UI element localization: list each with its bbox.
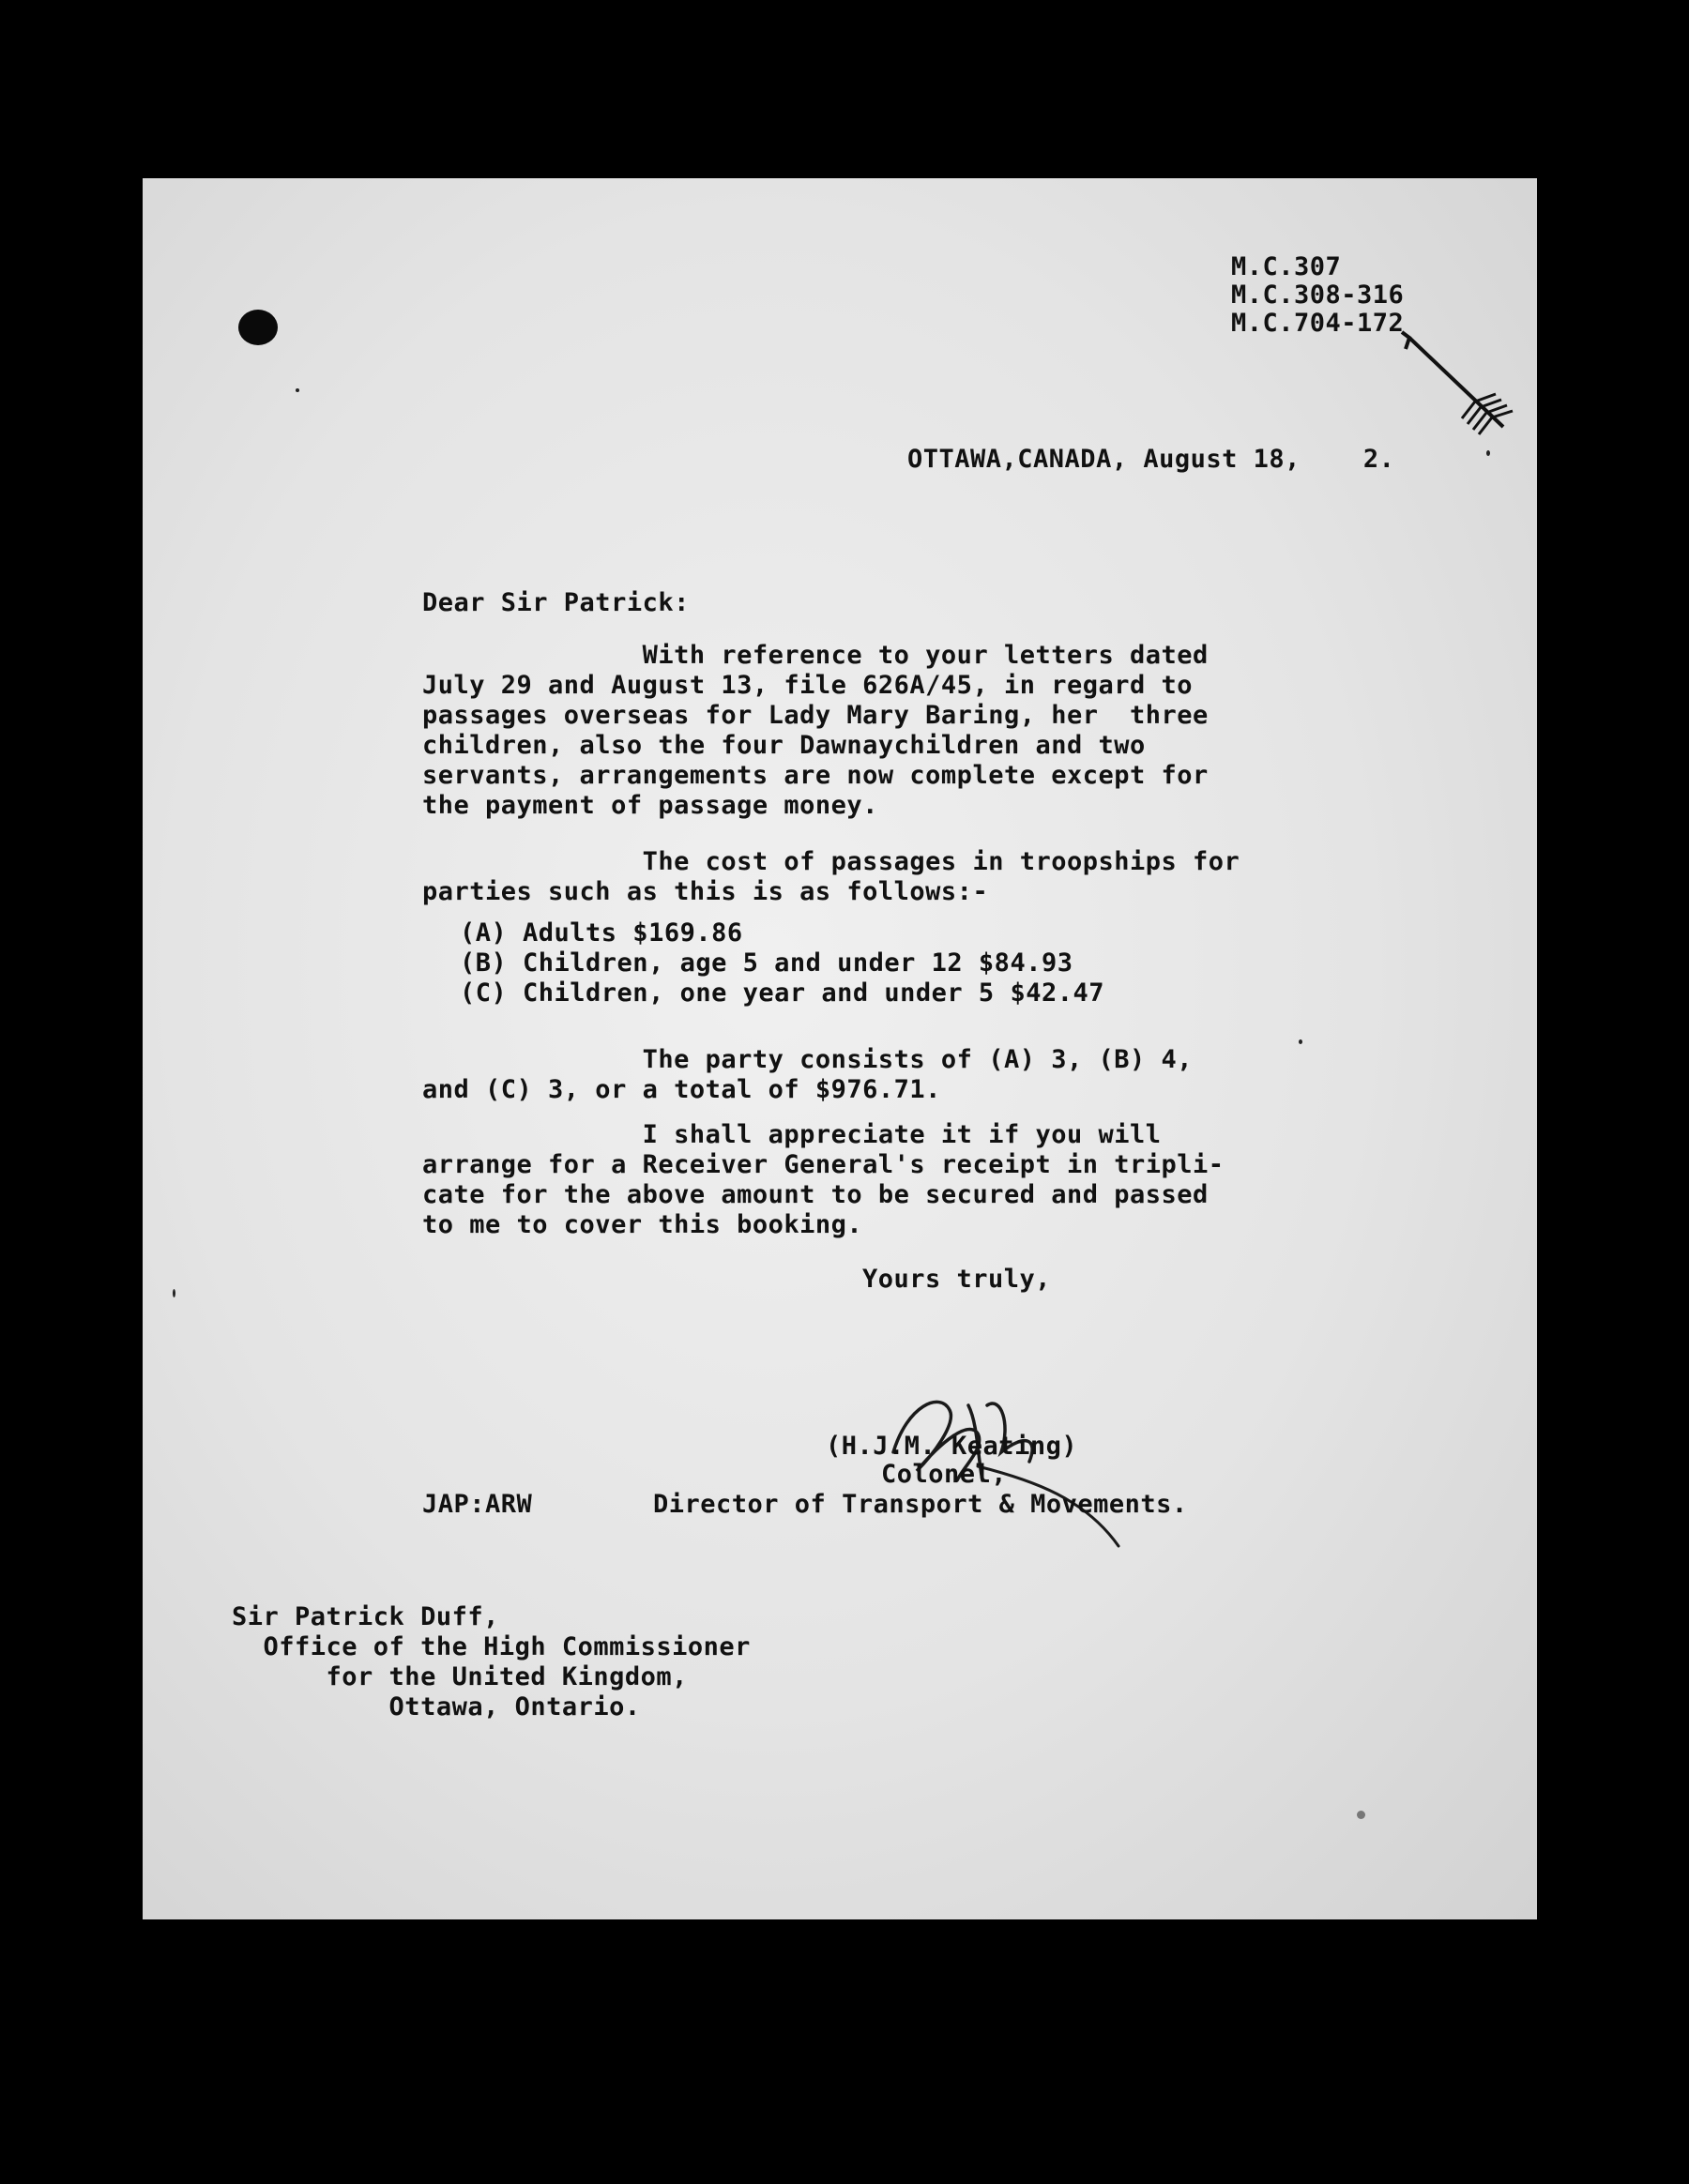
speck	[173, 1289, 175, 1297]
speck	[296, 388, 299, 392]
speck	[1299, 1039, 1302, 1044]
arrow-mark-icon	[1400, 328, 1522, 441]
letter-page	[143, 178, 1537, 1919]
body-paragraph-4: I shall appreciate it if you will arrange for a Receiver General's receipt in tripli- cate for the above amount to be secured and passed to me to cover this booking.	[422, 1120, 1225, 1239]
speck	[1486, 450, 1490, 456]
punch-hole	[238, 310, 278, 345]
body-paragraph-1: With reference to your letters dated July 29 and August 13, file 626A/45, in regard to passages overseas for Lady Mary Baring, her three children, also the four Dawnaychildren and two servants, arrangements are now complete except for the payment of passage money.	[422, 641, 1209, 820]
signatory-name: (H.J.M. Keating)	[826, 1432, 1078, 1461]
salutation: Dear Sir Patrick:	[422, 588, 690, 617]
typist-initials: JAP:ARW	[422, 1490, 533, 1519]
body-paragraph-2: The cost of passages in troopships for parties such as this is as follows:-	[422, 847, 1240, 906]
dateline: OTTAWA,CANADA, August 18, 2.	[907, 445, 1395, 474]
reference-line: M.C.307	[1231, 252, 1342, 281]
reference-line: M.C.704-172	[1231, 309, 1405, 338]
recipient-address: Sir Patrick Duff, Office of the High Commissioner for the United Kingdom, Ottawa, Ontario.	[232, 1602, 751, 1721]
reference-line: M.C.308-316	[1231, 281, 1405, 310]
signatory-title: Director of Transport & Movements.	[653, 1490, 1188, 1519]
fare-list: (A) Adults $169.86 (B) Children, age 5 and under 12 $84.93 (C) Children, one year and under 5 $42.47	[460, 918, 1104, 1008]
speck	[1357, 1811, 1365, 1819]
body-paragraph-3: The party consists of (A) 3, (B) 4, and (C) 3, or a total of $976.71.	[422, 1045, 1194, 1104]
file-references	[1231, 253, 1404, 338]
signatory-rank: Colonel,	[881, 1460, 1008, 1489]
closing: Yours truly,	[862, 1265, 1052, 1294]
